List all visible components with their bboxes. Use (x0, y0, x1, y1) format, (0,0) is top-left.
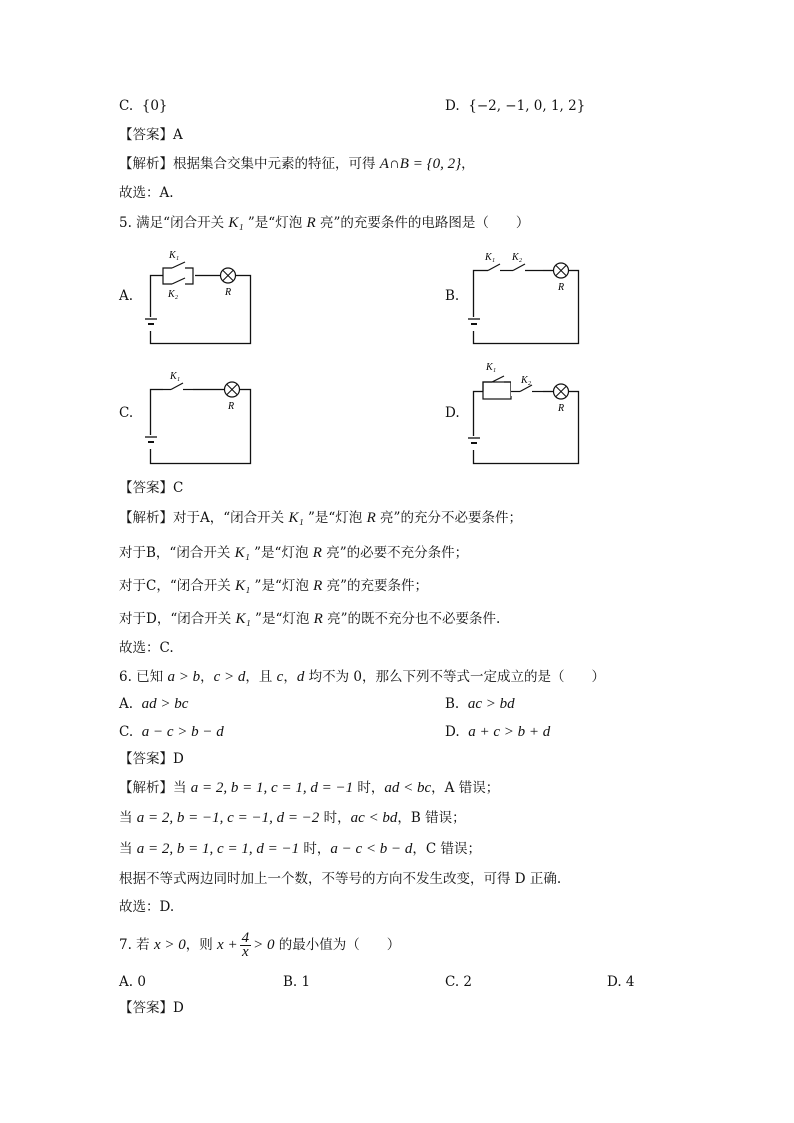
circuit-d-k1-label: K₁ (486, 362, 497, 373)
q5-analysis-c: 对于C，“闭合开关 K₁ ”是“灯泡 R 亮”的充要条件； (119, 578, 429, 594)
circuit-a-lamp-label: R (225, 287, 232, 298)
q6-stem: 6. 已知 a > b，c > d，且 c，d 均不为 0，那么下列不等式一定成立的是（ ） (119, 669, 606, 685)
circuit-b-k1-label: K₁ (485, 252, 496, 263)
circuit-a-diagram (135, 245, 265, 350)
circuit-a-k1-label: K₁ (169, 250, 180, 261)
q7-option-b: B. 1 (283, 974, 311, 990)
q5-conclusion: 故选：C. (119, 640, 174, 656)
q6-answer: 【答案】D (119, 751, 184, 767)
q6-reason: 根据不等式两边同时加上一个数，不等号的方向不发生改变，可得 D 正确. (119, 871, 562, 887)
q6-conclusion: 故选：D. (119, 899, 175, 915)
q5-option-b-label: B. (445, 288, 460, 304)
q7-option-d: D. 4 (607, 974, 635, 990)
circuit-d-lamp-label: R (558, 403, 565, 414)
circuit-b-diagram (458, 245, 588, 350)
q5-stem: 5. 满足“闭合开关 K₁ ”是“灯泡 R 亮”的充要条件的电路图是（ ） (119, 215, 530, 231)
q4-analysis: 【解析】根据集合交集中元素的特征，可得 A∩B = {0, 2}， (119, 156, 475, 172)
circuit-c-k1-label: K₁ (170, 371, 181, 382)
q7-option-c: C. 2 (445, 974, 473, 990)
q6-analysis-2: 当 a = 2, b = −1, c = −1, d = −2 时，ac < bd，B 错误； (119, 810, 466, 826)
q7-fraction: $\frac{4}{x}$ (241, 930, 250, 960)
q7-answer: 【答案】D (119, 1000, 184, 1016)
q6-option-b: B. ac > bd (445, 696, 515, 712)
q7-option-a: A. 0 (119, 974, 146, 990)
circuit-c-lamp-label: R (228, 401, 235, 412)
q4-option-d-value: {−2, −1, 0, 1, 2} (468, 98, 586, 114)
q5-analysis-a: 【解析】对于A，“闭合开关 K₁ ”是“灯泡 R 亮”的充分不必要条件； (119, 510, 522, 526)
q4-analysis-expr: A∩B = {0, 2} (379, 156, 462, 172)
circuit-b-k2-label: K₂ (512, 252, 523, 263)
circuit-c-diagram (135, 365, 265, 470)
q6-option-c: C. a − c > b − d (119, 724, 224, 740)
q6-analysis-1: 【解析】当 a = 2, b = 1, c = 1, d = −1 时，ad < bc，A 错误； (119, 780, 500, 796)
q5-option-c-label: C. (119, 405, 134, 421)
q5-analysis-d: 对于D，“闭合开关 K₁ ”是“灯泡 R 亮”的既不充分也不必要条件. (119, 611, 501, 627)
q5-analysis-b: 对于B，“闭合开关 K₁ ”是“灯泡 R 亮”的必要不充分条件； (119, 545, 469, 561)
circuit-d-diagram (458, 358, 588, 468)
q5-option-a-label: A. (119, 288, 134, 304)
q4-answer: 【答案】A (119, 127, 183, 143)
circuit-b-lamp-label: R (558, 282, 565, 293)
q6-option-a: A. ad > bc (119, 696, 189, 712)
q4-option-c-value: {0} (141, 98, 168, 114)
q4-option-d: D. {−2, −1, 0, 1, 2} (445, 98, 586, 114)
q5-answer: 【答案】C (119, 480, 184, 496)
q7-stem: 7. 若 x > 0，则 x + $\frac{4}{x}$ > 0 的最小值为（ ） (119, 930, 401, 960)
q4-conclusion: 故选：A. (119, 185, 174, 201)
circuit-d-k2-label: K₂ (521, 375, 532, 386)
q5-option-d-label: D. (445, 405, 460, 421)
q6-option-d: D. a + c > b + d (445, 724, 551, 740)
q6-analysis-3: 当 a = 2, b = 1, c = 1, d = −1 时，a − c < b − d，C 错误； (119, 841, 482, 857)
q4-option-c: C. {0} (119, 98, 168, 114)
circuit-a-k2-label: K₂ (168, 289, 179, 300)
